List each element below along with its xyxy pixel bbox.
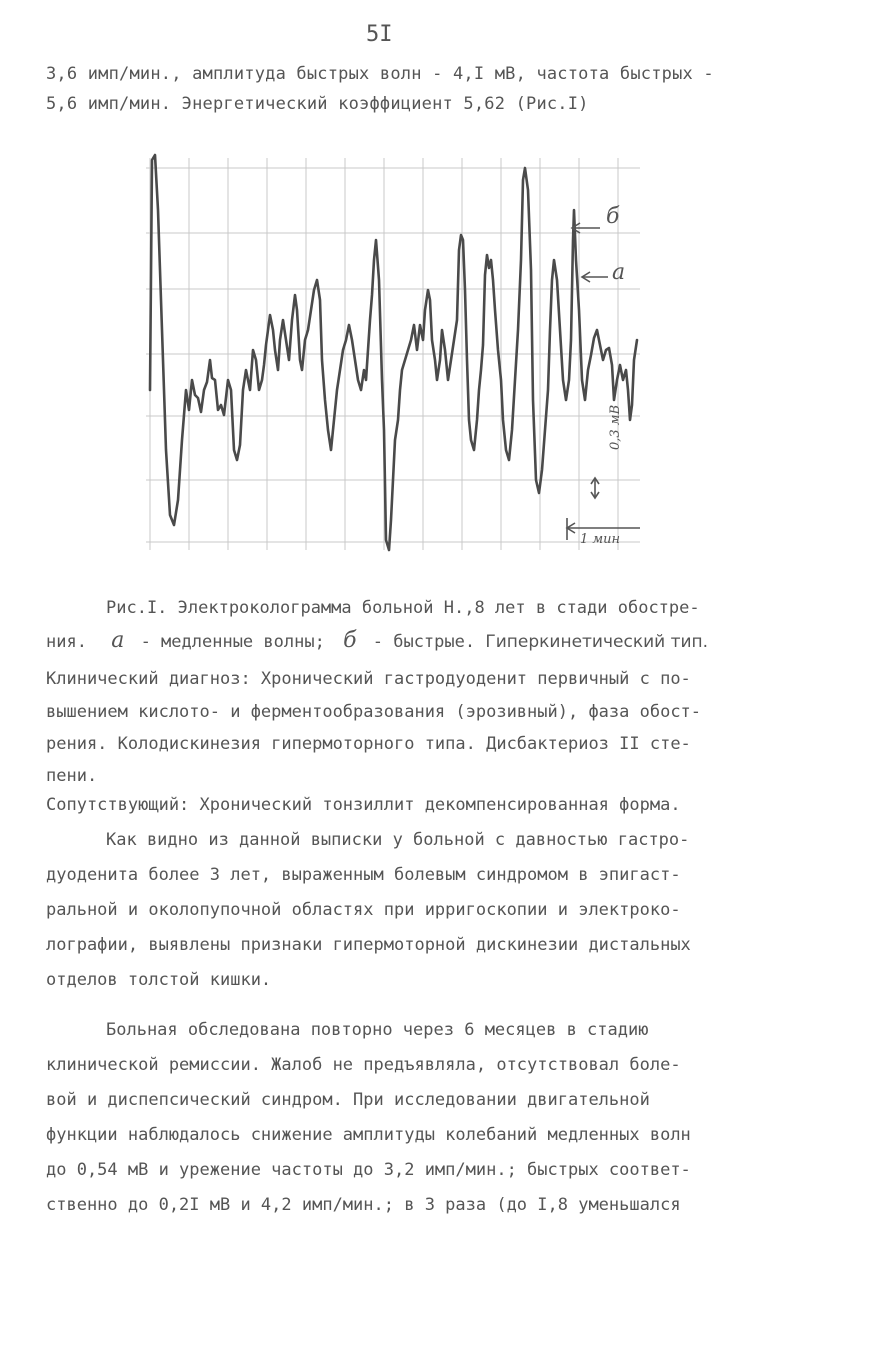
voltage-scale-label: 0,3 мВ xyxy=(608,404,623,450)
caption-line-7: Сопутствующий: Хронический тонзиллит декомпенсированная форма. xyxy=(46,795,681,815)
paragraph-2-line: Больная обследована повторно через 6 месяцев в стадию xyxy=(106,1020,649,1040)
page-number: 5I xyxy=(366,22,393,47)
electrocologram-svg xyxy=(140,150,650,560)
paragraph-1-line: дуоденита более 3 лет, выраженным болевым синдромом в эпигаст- xyxy=(46,865,681,885)
caption-fast-text: - быстрые. xyxy=(372,632,476,652)
paragraph-1-line: ральной и околопупочной областях при ирригоскопии и электроко- xyxy=(46,900,681,920)
time-scale-label: 1 мин xyxy=(580,532,621,547)
paragraph-2-line: функции наблюдалось снижение амплитуды колебаний медленных волн xyxy=(46,1125,691,1145)
label-slow-waves: а xyxy=(612,260,626,285)
paragraph-2-line: вой и диспепсический синдром. При исследовании двигательной xyxy=(46,1090,650,1110)
paragraph-1-line: Как видно из данной выписки у больной с давностью гастро- xyxy=(106,830,690,850)
paragraph-2-line: клинической ремиссии. Жалоб не предъявляла, отсутствовал боле- xyxy=(46,1055,681,1075)
electrocologram-trace xyxy=(150,155,637,550)
caption-fast-symbol: б xyxy=(343,628,357,653)
caption-slow-text: - медленные волны; xyxy=(140,632,325,652)
caption-line-2 xyxy=(46,628,708,653)
caption-line-6: пени. xyxy=(46,766,98,786)
caption-line-2-start: ния. xyxy=(46,632,87,652)
intro-line-1: 3,6 имп/мин., амплитуда быстрых волн - 4,I мВ, частота быстрых - xyxy=(46,64,714,84)
caption-slow-symbol: а xyxy=(111,628,125,653)
paragraph-2-line: ственно до 0,2I мВ и 4,2 имп/мин.; в 3 раза (до I,8 уменьшался xyxy=(46,1195,681,1215)
caption-line-1: Рис.I. Электроколограмма больной Н.,8 лет в стади обостре- xyxy=(106,598,700,618)
caption-line-4: вышением кислото- и ферментообразования (эрозивный), фаза обост- xyxy=(46,702,702,722)
annotation-arrows xyxy=(567,223,640,540)
label-fast-waves: б xyxy=(606,204,620,229)
paragraph-1-line: отделов толстой кишки. xyxy=(46,970,272,990)
electrocologram-figure xyxy=(140,150,650,560)
paragraph-1-line: лографии, выявлены признаки гипермоторной дискинезии дистальных xyxy=(46,935,691,955)
intro-line-2: 5,6 имп/мин. Энергетический коэффициент 5,62 (Рис.I) xyxy=(46,94,589,114)
caption-line-3: Клинический диагноз: Хронический гастродуоденит первичный с по- xyxy=(46,669,691,689)
paragraph-2-line: до 0,54 мВ и урежение частоты до 3,2 имп/мин.; быстрых соответ- xyxy=(46,1160,691,1180)
caption-line-5: рения. Колодискинезия гипермоторного типа. Дисбактериоз II сте- xyxy=(46,734,691,754)
caption-type: Гиперкинетический тип. xyxy=(485,632,709,652)
